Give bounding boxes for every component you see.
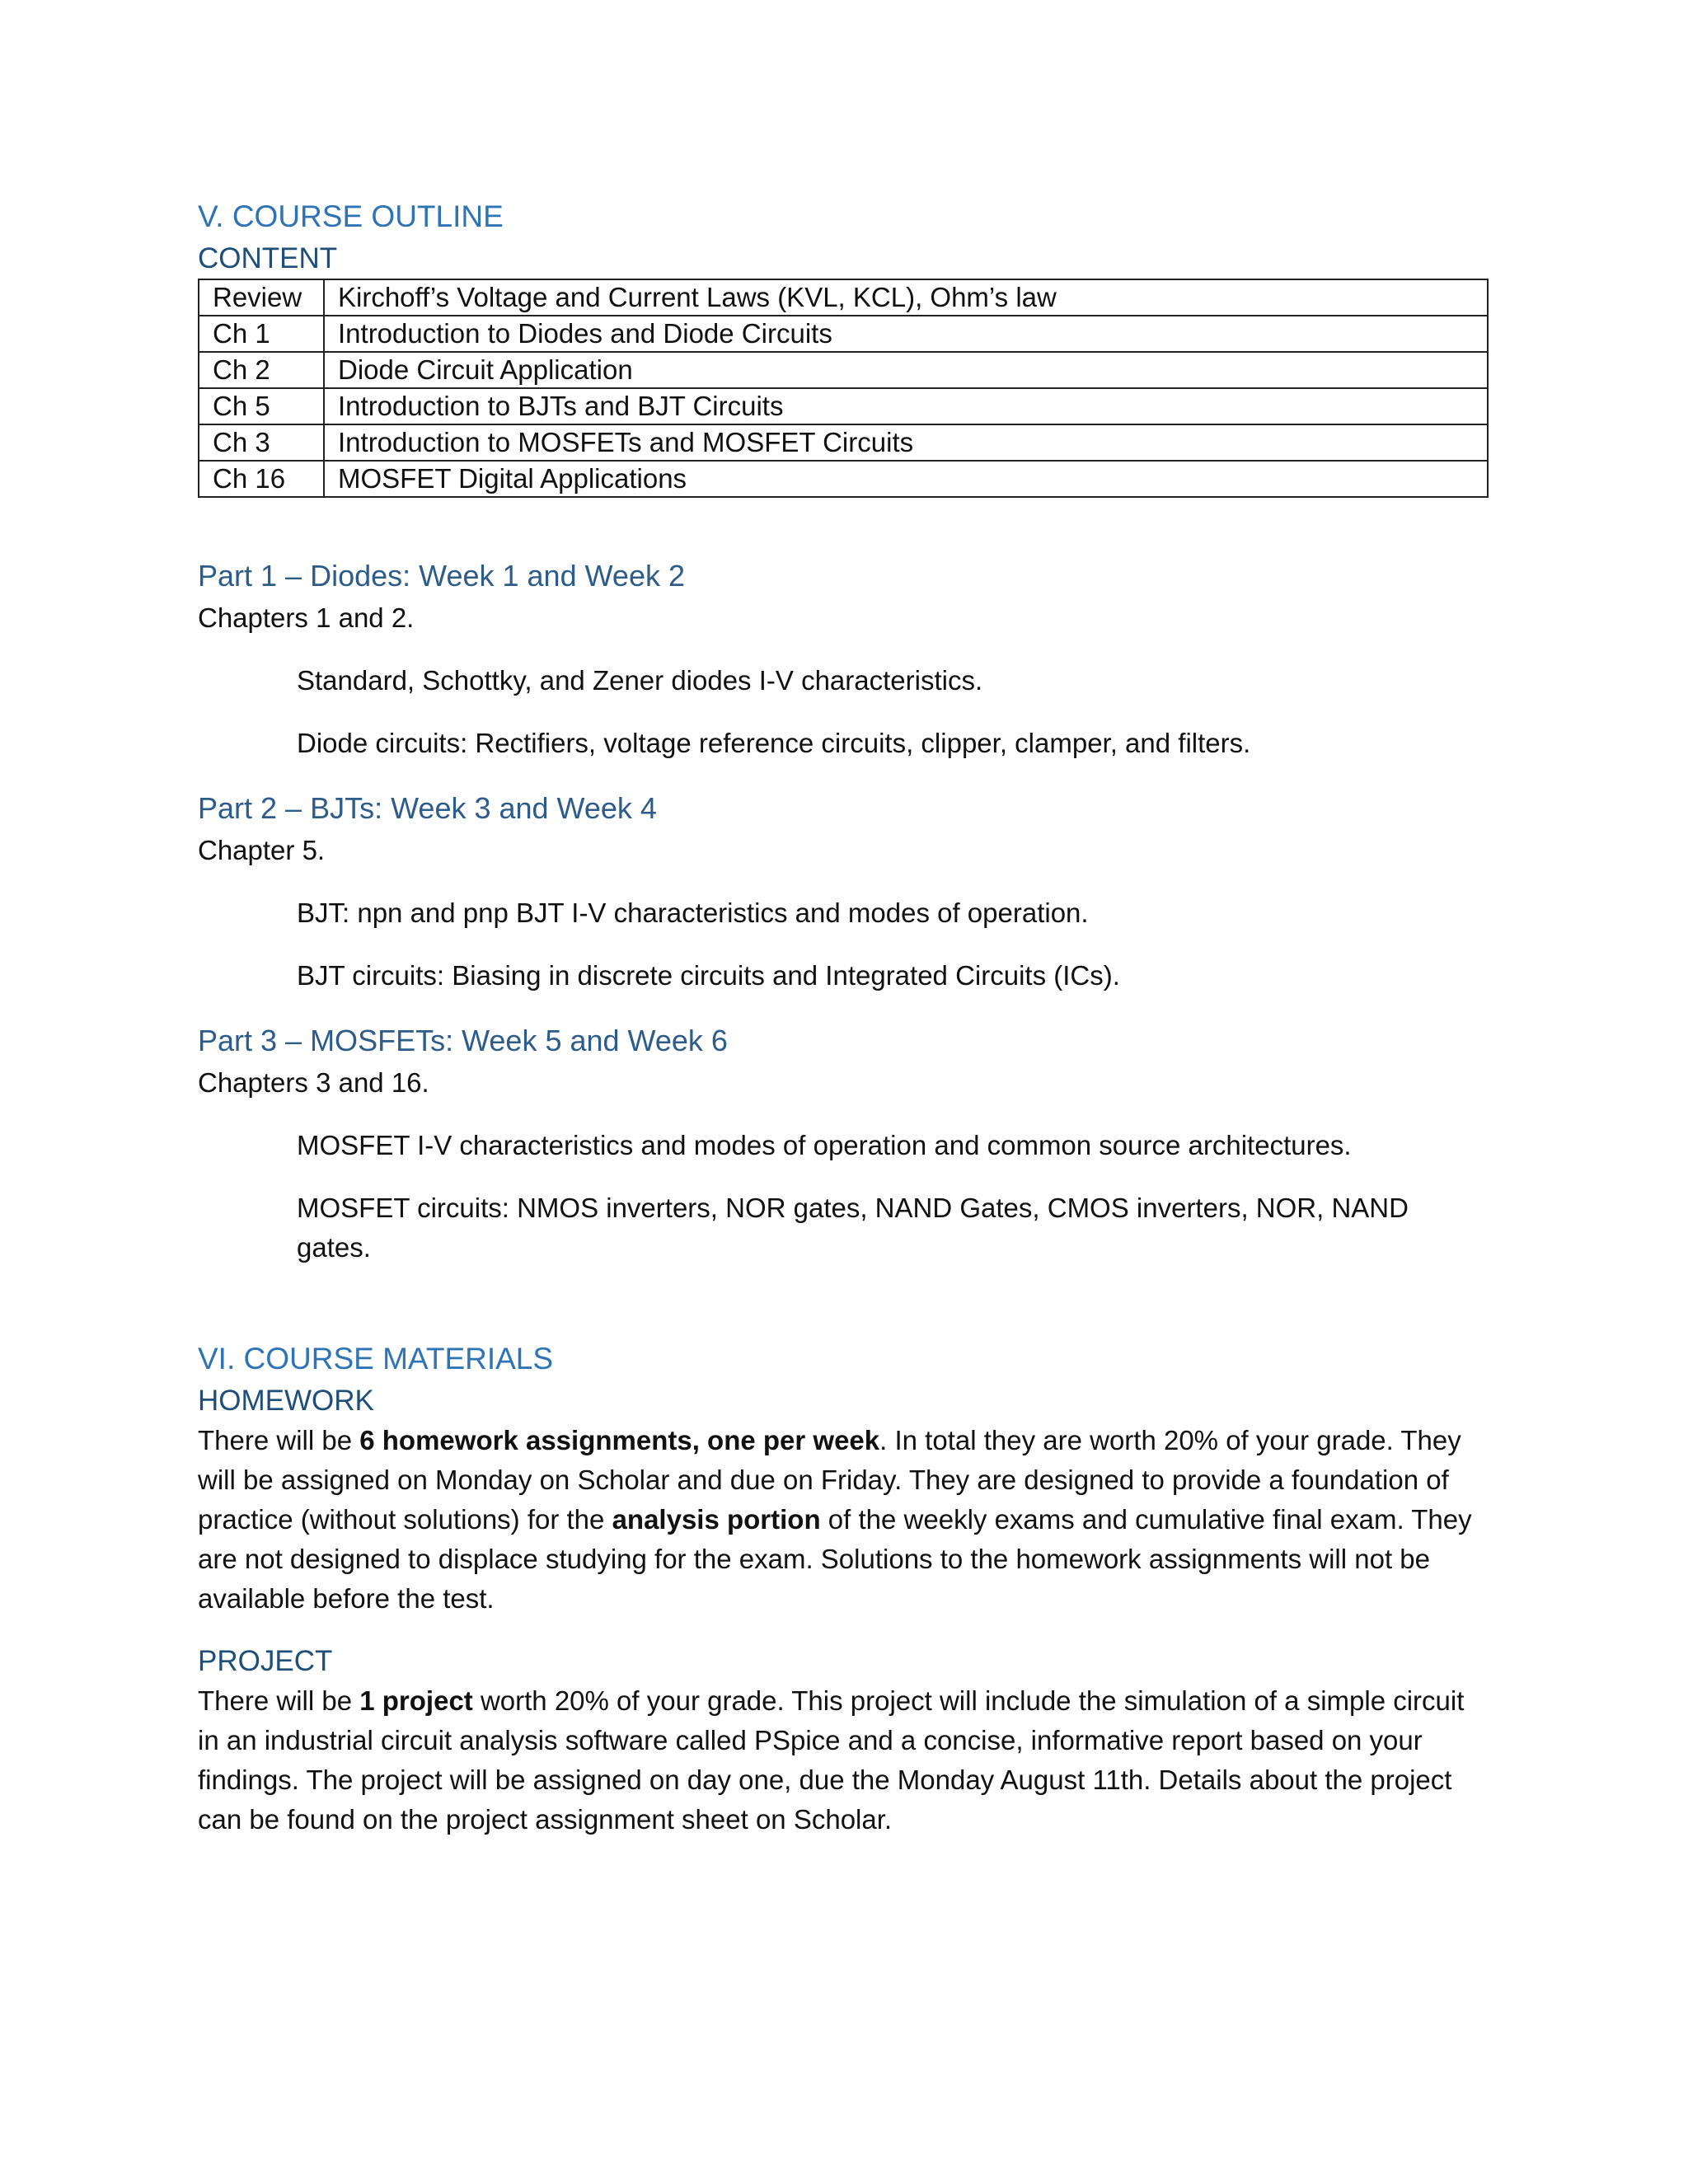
table-cell-chapter: Ch 3 xyxy=(199,424,324,461)
part-chapters: Chapters 3 and 16. xyxy=(198,1067,429,1098)
course-outline-table xyxy=(198,279,1489,498)
part-chapters: Chapters 1 and 2. xyxy=(198,602,415,633)
table-cell-chapter: Review xyxy=(199,279,324,316)
subheading-homework: HOMEWORK xyxy=(198,1385,374,1417)
part-item: MOSFET circuits: NMOS inverters, NOR gates, NAND Gates, CMOS inverters, NOR, NAND gates. xyxy=(297,1193,1409,1263)
table-cell-chapter: Ch 1 xyxy=(199,316,324,352)
text-run: worth 20% of your grade. This project will include the simulation of a simple circuit in an industrial circuit analysis software called PSpice and a concise, informative report based on your findings. The project will be assigned on day one, due the Monday August 11th. Details about the project can be found on the project assignment sheet on Scholar. xyxy=(198,1685,1465,1835)
text-run: There will be xyxy=(198,1425,360,1455)
table-row xyxy=(199,461,1488,497)
homework-paragraph xyxy=(198,1421,1490,1619)
table-cell-topic: Introduction to MOSFETs and MOSFET Circuits xyxy=(324,424,1488,461)
text-run: . In total they are worth 20% of your grade. They will be assigned on Monday on Scholar and due on Friday. They are designed to provide a foundation of practice (without solutions) for the xyxy=(198,1425,1461,1535)
text-run-bold: 1 project xyxy=(359,1685,473,1716)
project-paragraph xyxy=(198,1681,1490,1840)
table-cell-topic: Introduction to BJTs and BJT Circuits xyxy=(324,388,1488,424)
section-title-course-materials: VI. COURSE MATERIALS xyxy=(198,1342,554,1376)
part-heading-diodes: Part 1 – Diodes: Week 1 and Week 2 xyxy=(198,559,685,593)
text-run-bold: analysis portion xyxy=(612,1504,821,1535)
text-run: of the weekly exams and cumulative final exam. They are not designed to displace studying for the exam. Solutions to the homework assignments will not be available before the test. xyxy=(198,1504,1472,1614)
table-cell-chapter: Ch 5 xyxy=(199,388,324,424)
part-chapters: Chapter 5. xyxy=(198,835,326,865)
part-heading-bjts: Part 2 – BJTs: Week 3 and Week 4 xyxy=(198,791,657,825)
text-run-bold: 6 homework assignments, one per week xyxy=(359,1425,880,1455)
part-heading-mosfets: Part 3 – MOSFETs: Week 5 and Week 6 xyxy=(198,1024,728,1057)
table-row xyxy=(199,424,1488,461)
table-cell-topic: Kirchoff’s Voltage and Current Laws (KVL, KCL), Ohm’s law xyxy=(324,279,1488,316)
text-run: There will be xyxy=(198,1685,360,1716)
table-row xyxy=(199,316,1488,352)
table-row xyxy=(199,279,1488,316)
part-item: BJT circuits: Biasing in discrete circuits and Integrated Circuits (ICs). xyxy=(297,960,1120,991)
part-item: BJT: npn and pnp BJT I-V characteristics and modes of operation. xyxy=(297,898,1089,928)
table-cell-chapter: Ch 2 xyxy=(199,352,324,388)
part-item: Diode circuits: Rectifiers, voltage reference circuits, clipper, clamper, and filters. xyxy=(297,728,1251,758)
table-cell-topic: Diode Circuit Application xyxy=(324,352,1488,388)
part-item: MOSFET I-V characteristics and modes of operation and common source architectures. xyxy=(297,1130,1352,1160)
part-item: Standard, Schottky, and Zener diodes I-V characteristics. xyxy=(297,665,983,696)
section-title-course-outline: V. COURSE OUTLINE xyxy=(198,199,504,233)
table-cell-topic: Introduction to Diodes and Diode Circuits xyxy=(324,316,1488,352)
table-row xyxy=(199,388,1488,424)
table-cell-chapter: Ch 16 xyxy=(199,461,324,497)
subheading-content: CONTENT xyxy=(198,242,338,274)
table-cell-topic: MOSFET Digital Applications xyxy=(324,461,1488,497)
table-row xyxy=(199,352,1488,388)
subheading-project: PROJECT xyxy=(198,1645,333,1677)
